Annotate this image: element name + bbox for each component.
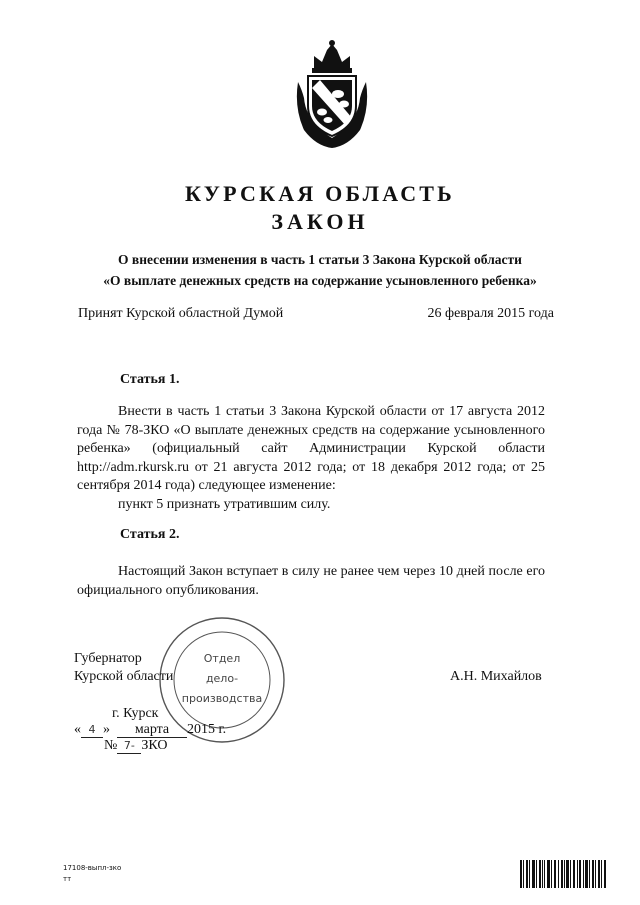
article-2-body [77, 563, 545, 600]
city: г. Курск [112, 706, 159, 721]
article-1-item: пункт 5 признать утратившим силу. [118, 496, 331, 512]
law-number [104, 738, 167, 754]
article-1-heading: Статья 1. [120, 372, 180, 387]
number-prefix: № [104, 738, 118, 753]
stamp-line-3: производства [181, 692, 263, 705]
adoption-date: 26 февраля 2015 года [427, 306, 554, 321]
governor-title-line-1: Губернатор [74, 651, 142, 666]
signing-month: марта [117, 723, 187, 738]
law-subtitle-line-2: «О выплате денежных средств на содержание усыновленного ребенка» [103, 273, 537, 288]
adopted-by-text: Принят Курской областной Думой [78, 306, 284, 321]
governor-name: А.Н. Михайлов [450, 669, 542, 684]
article-2-paragraph: Настоящий Закон вступает в силу не ранее чем через 10 дней после его официального опубликования. [77, 564, 545, 598]
barcode-icon [520, 860, 606, 888]
footer-initials: тт [63, 875, 72, 883]
law-subtitle-line-1: О внесении изменения в часть 1 статьи 3 Закона Курской области [118, 252, 522, 267]
region-title: КУРСКАЯ ОБЛАСТЬ [185, 181, 455, 206]
footer-code: 17108-выпл-зко [63, 864, 122, 872]
article-2-heading: Статья 2. [120, 527, 180, 542]
number-suffix: ЗКО [141, 738, 168, 753]
article-1-body [77, 403, 545, 514]
stamp-line-2: дело- [205, 672, 239, 685]
number-value: 7- [117, 739, 141, 754]
document-type-title: ЗАКОН [271, 209, 369, 234]
signing-year: 2015 г. [187, 722, 227, 737]
governor-title-line-2: Курской области [74, 669, 174, 684]
stamp-line-1: Отдел [203, 652, 241, 665]
signing-day: 4 [81, 723, 103, 738]
signing-date: « 4 » марта 2015 г. [74, 722, 227, 737]
coat-of-arms-icon [292, 38, 372, 150]
article-1-paragraph: Внести в часть 1 статьи 3 Закона Курской области от 17 августа 2012 года № 78-ЗКО «О выплате денежных средств на содержание усыновленного ребенка» (официальный сайт Администрации Курской области http://adm.rkursk.ru от 21 августа 2012 года; от 18 декабря 2012 года; от 25 сентября 2014 года) следующее изменение: [77, 404, 545, 493]
